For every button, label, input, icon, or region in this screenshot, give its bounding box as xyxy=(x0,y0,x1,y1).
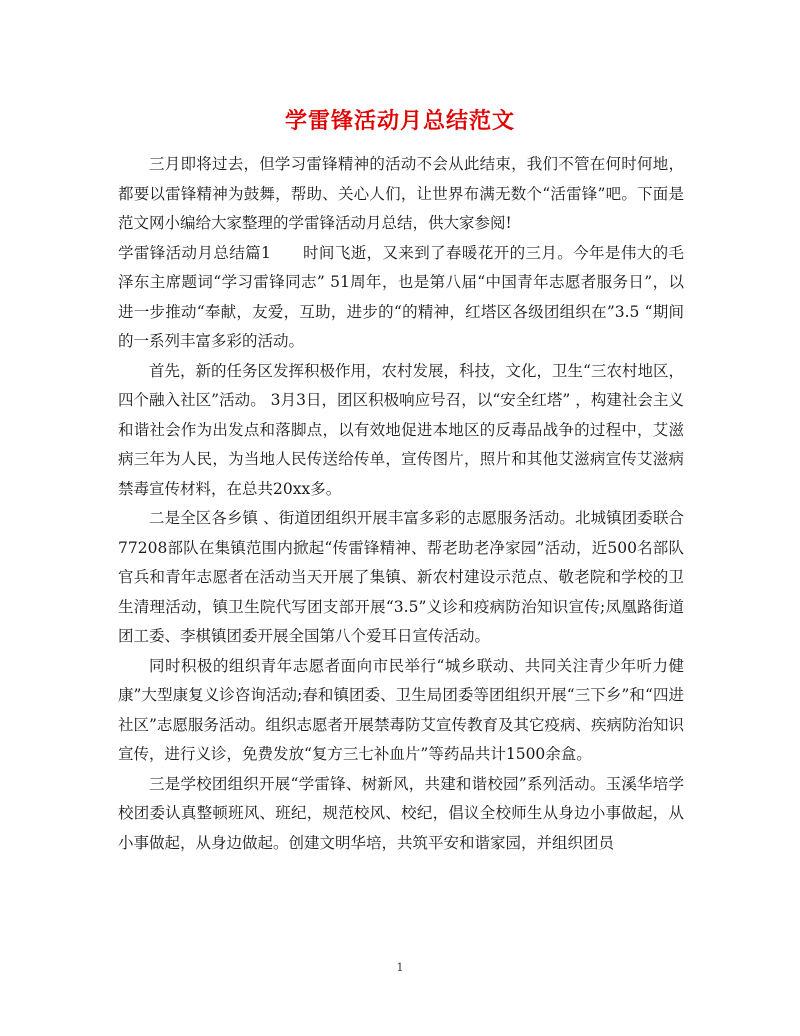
page-number: 1 xyxy=(396,961,404,974)
paragraph-volunteer-activities: 同时积极的组织青年志愿者面向市民举行“城乡联动、共同关注青少年听力健康”大型康复义诊咨询活动;春和镇团委、卫生局团委等团组织开展“三下乡”和“四进社区”志愿服务活动。组织志愿者开展禁毒防艾宣传教育及其它疫病、疾病防治知识宣传，进行义诊，免费发放“复方三七补血片”等药品共计1500余盒。 xyxy=(118,656,684,763)
paragraph-summary-1: 学雷锋活动月总结篇1 时间飞逝，又来到了春暖花开的三月。今年是伟大的毛泽东主席题词“学习雷锋同志” 51周年，也是第八届“中国青年志愿者服务日”，以进一步推动“奉献，友爱，互助，进步的“的精神，红塔区各级团组织在”3.5 “期间的一系列丰富多彩的活动。 xyxy=(118,243,684,350)
paragraph-intro: 三月即将过去，但学习雷锋精神的活动不会从此结束，我们不管在何时何地，都要以雷锋精神为鼓舞，帮助、关心人们，让世界布满无数个“活雷锋”吧。下面是范文网小编给大家整理的学雷锋活动月总结，供大家参阅! xyxy=(118,155,684,232)
paragraph-second-point: 二是全区各乡镇 、街道团组织开展丰富多彩的志愿服务活动。北城镇团委联合77208部队在集镇范围内掀起“传雷锋精神、帮老助老净家园”活动，近500名部队官兵和青年志愿者在活动当天开展了集镇、新农村建设示范点、敬老院和学校的卫生清理活动，镇卫生院代写团支部开展“3.5”义诊和疫病防治知识宣传;凤凰路街道团工委、李棋镇团委开展全国第八个爱耳日宣传活动。 xyxy=(118,509,684,645)
paragraph-first-point: 首先，新的任务区发挥积极作用，农村发展，科技，文化，卫生“三农村地区，四个融入社区”活动。 3月3日，团区积极响应号召，以“安全红塔” ，构建社会主义和谐社会作为出发点和落脚点，以有效地促进本地区的反毒品战争的过程中，艾滋病三年为人民，为当地人民传送给传单，宣传图片，照片和其他艾滋病宣传艾滋病禁毒宣传材料，在总共20xx多。 xyxy=(118,361,684,498)
paragraph-third-point: 三是学校团组织开展“学雷锋、树新风，共建和谐校园”系列活动。玉溪华培学校团委认真整顿班风、班纪，规范校风、校纪，倡议全校师生从身边小事做起，从小事做起，从身边做起。创建文明华培，共筑平安和谐家园，并组织团员 xyxy=(118,774,684,852)
document-title: 学雷锋活动月总结范文 xyxy=(284,108,515,134)
document-body xyxy=(118,150,684,858)
